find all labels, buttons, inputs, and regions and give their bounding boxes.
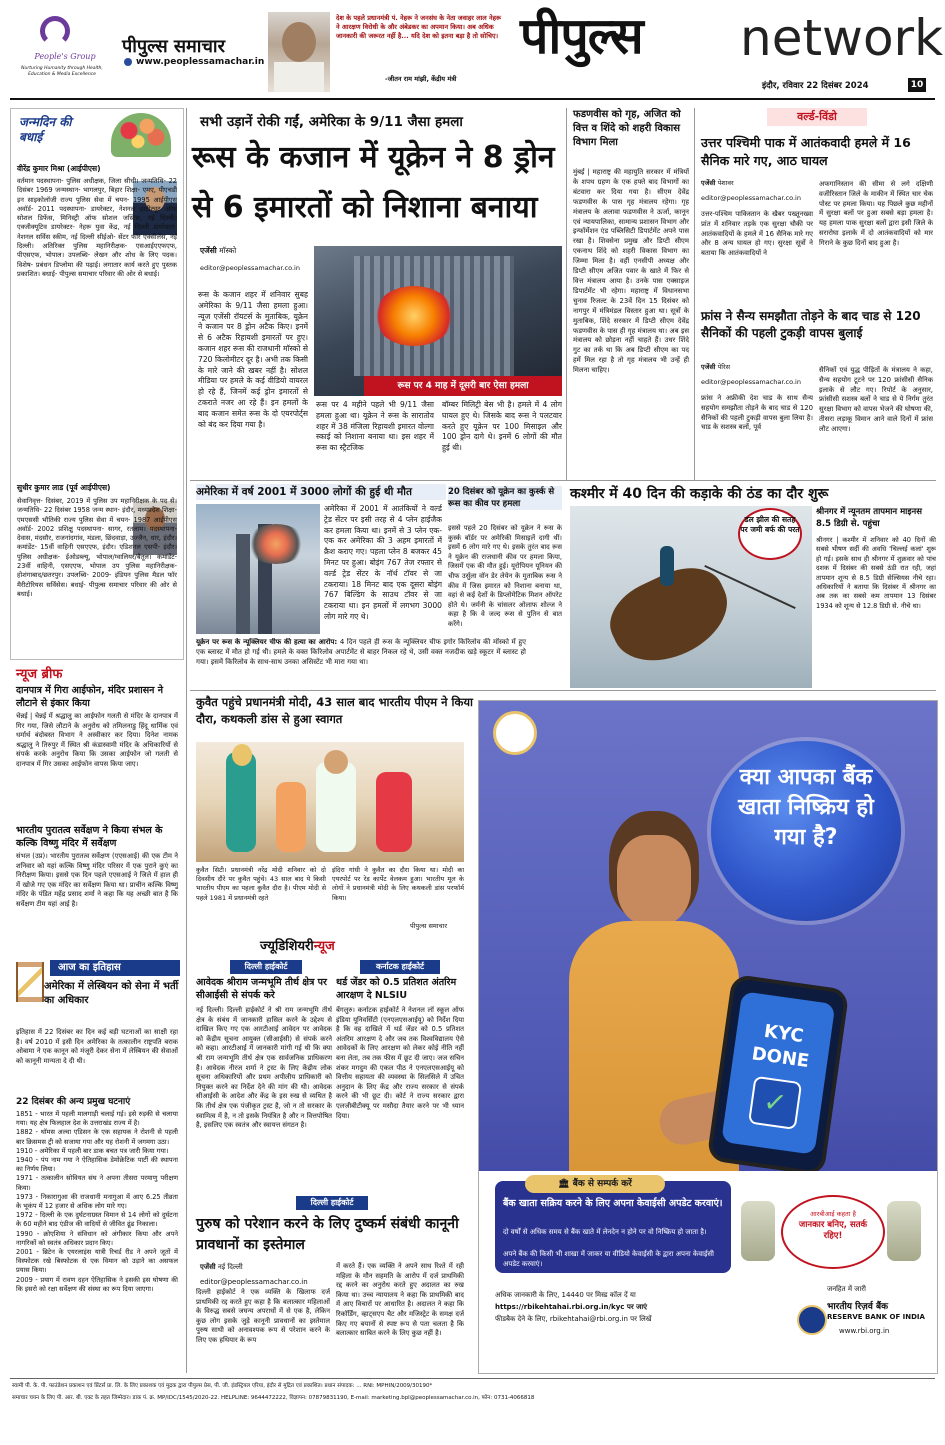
ad-phone xyxy=(706,974,849,1177)
masthead xyxy=(0,0,945,105)
fadnavis-text: मुंबई | महाराष्ट्र की महायुति सरकार में मंत्रियों के शपथ ग्रहण के एक हफ्ते बाद विभागों का बंटवारा कर दिया गया है। सीएम देवेंद्र फडणवीस के पास गृह मंत्रालय रहेगा। गृह मंत्रालय के अलावा फडणवीस ने ऊर्जा, कानून एवं न्यायपालिका, सामान्य प्रशासन विभाग और इन्फॉर्मेशन एंड पब्लिसिटी डिपार्टमेंट अपने पास रखा है। शिवसेना प्रमुख और डिप्टी सीएम एकनाथ शिंदे को शहरी विकास विभाग का जिम्मा मिला है। वहीं एनसीपी अध्यक्ष और डिप्टी सीएम अजित पवार के खाते में फिर से वित्त मंत्रालय आया है। उनके पास एक्साइज डिपार्टमेंट भी रहेगा। महाराष्ट्र में विधानसभा चुनाव रिजल्ट के 23वें दिन 15 दिसंबर को नागपुर में मंत्रिमंडल विस्तार हुआ था। सूत्रों के मुताबिक, शिंदे सरकार में डिप्टी सीएम देवेंद्र फडणवीस के पास ही गृह मंत्रालय था। अब इस मंत्रालय को छोड़ना नहीं चाहते हैं। उधर शिंदे गुट का तर्क था कि अब डिप्टी सीएम का पद हमें मिल रहा है तो गृह मंत्रालय भी उन्हें ही मिलना चाहिए। xyxy=(573,168,689,375)
event-item: 1972 - दिल्ली के एक दुर्घटनाग्रस्त विमान से 14 लोगों को दुर्घटना के 60 महीने बाद एंडीज की वादियों से जीवित ढूंढ निकाला। xyxy=(16,1211,178,1229)
fadnavis-story xyxy=(566,108,691,480)
page-number: 10 xyxy=(908,78,926,92)
events-list xyxy=(16,1110,178,1368)
brief1-title: दानपात्र में गिरा आईफोन, मंदिर प्रशासन ने लौटाने से इंकार किया xyxy=(16,685,163,709)
lead-kicker: सभी उड़ानें रोकी गईं, अमेरिका के 9/11 जैसा हमला xyxy=(200,114,463,130)
ad-bank-hindi: भारतीय रिज़र्व बैंक xyxy=(827,1302,889,1312)
kyc-label-1: KYC xyxy=(762,1020,805,1048)
rbi-logo xyxy=(797,1305,827,1335)
history-section xyxy=(10,958,182,1370)
story3-city: नई दिल्ली xyxy=(217,1263,243,1271)
modi-caption1: कुवैत सिटी। प्रधानमंत्री नरेंद्र मोदी शनिवार को दो दिवसीय दौरे पर कुवैत पहुंचे। 43 साल बाद ये किसी भारतीय पीएम का पहला कुवैत दौरा है। पीएम मोदी से पहले 1981 में प्रधानमंत्री रहते xyxy=(196,866,326,902)
event-item: 1973 - निकारागुआ की राजधानी मनागुआ में आए 6.25 तीव्रता के भूकंप में 12 हजार से अधिक लोग मारे गए। xyxy=(16,1192,178,1211)
nuclear-chief-title: यूक्रेन पर रूस के न्यूक्लियर चीफ की हत्या का आरोप: xyxy=(196,638,338,646)
foundation-tagline: Nurturing Humanity through Health, Education & Media Excellence xyxy=(21,66,103,77)
event-item: 1882 - थॉमस अल्वा एडिसन के एक सहायक ने रोशनी से पहली बार क्रिसमस ट्री को सजाया गया और यह रोशनी में जगमगा उठा। xyxy=(16,1128,178,1146)
person1-name: वीरेंद्र कुमार मिश्रा (आईपीएस) xyxy=(17,164,101,173)
france-email: editor@peoplessamachar.co.in xyxy=(701,377,801,386)
lead-col3: बॉम्बर मिलिट्री बेस भी है। हमले में 4 लोग घायल हुए थे। जिसके बाद रूस ने पलटवार करते हुए यूक्रेन पर 100 मिसाइल और 100 ड्रोन दागे थे। इनमें 6 लोगों की मौत हुई थी। xyxy=(442,400,562,453)
birthday-section xyxy=(10,108,184,660)
footer-line2: समाचार चयन के लिए पी. आर. बी. एक्ट के तहत जिम्मेदार। डाक पं. क्र. MP/IDC/1545/2020-22. HELPLINE: 9644472222, विज्ञापन: 07879831190, E-mail: marketing.bpl@peoplessamachar.co.in, फोन: 0731-4066818 xyxy=(12,1395,535,1401)
byline-agency: एजेंसी xyxy=(200,246,217,255)
kiev-text: इससे पहले 20 दिसंबर को यूक्रेन ने रूस के कुर्स्क बॉर्डर पर अमेरिकी मिसाइलें दागी थीं। इसमें 6 लोग मारे गए थे। इसके तुरंत बाद रूस ने यूक्रेन की राजधानी कीव पर हमला किया, जिसमें एक की मौत हुई। यूरोपियन यूनियन की चीफ उर्सुला वॉन डेर लेयेन के मुताबिक रूस ने कीव में जिस इमारत को निशाना बनाया था, वहां से कई देशों के डिप्लोमेटिक मिशन ऑपरेट होते थे। जर्मनी के चांसलर ओलाफ शोल्ज ने कहा है कि वे जल्द रूस से पुतिन से बात करेंगे। xyxy=(448,524,562,628)
masthead-rule xyxy=(10,98,935,100)
pak-byline xyxy=(701,178,813,203)
history-header: आज का इतिहास xyxy=(50,960,180,976)
nuclear-chief-text: 4 दिन पहले ही रूस के न्यूक्लियर चीफ इगोर किरिलोव की मॉस्को में हुए एक ब्लास्ट में मौत हो गई थी। हमले के वक्त किरिलोव अपार्टमेंट से बाहर निकल रहे थे, उसी वक्त नजदीक खड़े स्कूटर में ब्लास्ट हो गया। इसमें किरिलोव के साथ-साथ उनका असिस्टेंट भी मारा गया था। xyxy=(196,638,526,666)
pak-email: editor@peoplessamachar.co.in xyxy=(701,193,801,202)
fadnavis-headline: फडणवीस को गृह, अजित को वित्त व शिंदे को शहरी विकास विभाग मिला xyxy=(573,109,681,148)
birthday-header: जन्मदिन की बधाई xyxy=(19,115,72,144)
ad-bullet2: अपने बैंक की किसी भी शाखा में जाकर या वीडियो केवाईसी के द्वारा अपना केवाईसी अपडेट करवाएं। xyxy=(503,1250,714,1268)
world-window xyxy=(694,108,937,480)
judiciary-header xyxy=(260,936,420,954)
kiev-box xyxy=(446,484,564,640)
bank-icon: 🏛 xyxy=(558,1179,570,1189)
modi-caption2: इंदिरा गांधी ने कुवैत का दौरा किया था। मोदी का एयरपोर्ट पर रेड कार्पेट वेलकम हुआ। भारतीय मूल के लोगों ने प्रधानमंत्री मोदी के लिए कथकली डांस परफॉर्म किया। xyxy=(332,866,464,902)
france-headline: फ्रांस ने सैन्य समझौता तोड़ने के बाद चाड से 120 सैनिकों की पहली टुकड़ी वापस बुलाई xyxy=(701,309,921,340)
footer-rule xyxy=(10,1378,935,1379)
samachar-logo: पीपुल्स समाचार xyxy=(122,36,225,57)
ad-info-line2[interactable]: https://rbikehtahai.rbi.org.in/kyc पर जाएं xyxy=(495,1303,648,1311)
judiciary-prefix: ज्यूडिशियरी xyxy=(260,939,314,954)
event-item: 1971 - तत्कालीन सोवियत संघ ने अपना तीसरा परमाणु परीक्षण किया। xyxy=(16,1174,178,1192)
wtc-photo xyxy=(196,504,320,634)
foundation-name: People's Group xyxy=(34,52,96,61)
ad-contact-header xyxy=(525,1175,665,1193)
person1-details: वर्तमान पदस्थापना- पुलिस अधीक्षक, जिला सीधी। जन्मतिथि- 22 दिसंबर 1969 जन्मस्थान- भागलपुर, बिहार शिक्षा- एमए, पीएचडी इन साइकोलॉजी राज्य पुलिस सेवा में चयन- 1995 आईपीएस अवॉर्ड- 2011 पदस्थापना- डायरेक्टर, नेशनल इंस्टीट्यूट ऑफ सोशल डिफेंस, मिनिस्ट्री ऑफ सोशल जस्टिस, नई दिल्ली। एक्जीक्यूटिव डायरेक्टर- नेहरू युवा केंद्र, नई दिल्ली डायरेक्टर- नेशनल सर्विस स्कीम, नई दिल्ली सीईओ- सेंटर फॉर एक्सीलेंस, नई दिल्ली। अतिरिक्त पुलिस महानिरीक्षक- एसआईएएफएफ, पीएसएफ, भोपाल। उपलब्धि- लेखन और शोध के लिए पदक। विशेष- प्रबंधन डिप्लोमा की पढ़ाई। लगातार कार्य करते हुए पुस्तक प्रकाशित। बधाई- पीपुल्स समाचार परिवार की ओर से बधाई। xyxy=(17,177,177,278)
website-link[interactable]: www.peoplessamachar.in xyxy=(136,57,265,67)
ad-contact-label: बैंक से सम्पर्क करें xyxy=(572,1179,632,1189)
judiciary-suffix: न्यूज xyxy=(313,939,335,954)
quote-author: -जीतन राम मांझी, केंद्रीय मंत्री xyxy=(385,75,457,83)
event-item: 2009 - प्रयाग में रावण दहन ऐतिहासिक ने इसकी इस घोषणा की कि इसरो को रक्षा सर्वेक्षण की संस्था का रूप दिया जाएगा। xyxy=(16,1275,178,1293)
kashmir-photo xyxy=(570,506,812,688)
history-text: इतिहास में 22 दिसंबर का दिन कई बड़ी घटनाओं का साक्षी रहा है। वर्ष 2010 में इसी दिन अमेरिका के तत्कालीन राष्ट्रपति बराक ओबामा ने एक कानून को मंजूरी देकर सेना में लेस्बियन की सेवाओं को कानूनी मान्यता दे दी थी। xyxy=(16,1028,178,1065)
us2001-text: अमेरिका में 2001 में आतंकियों ने वर्ल्ड ट्रेड सेंटर पर इसी तरह से 4 प्लेन हाईजैक कर हमला किया था। इनमें से 3 प्लेन एक-एक कर अमेरिका की 3 अहम इमारतों में क्रैश कराए गए। पहला प्लेन 8 बजकर 45 मिनट पर हुआ। बोइंग 767 तेज रफ्तार से वर्ल्ड ट्रेड सेंटर के नॉर्थ टॉवर से जा टकराया। 18 मिनट बाद एक दूसरा बोइंग 767 बिल्डिंग के साउथ टॉवर से जा टकराया था। इन हमलों में लगभग 3000 लोग मारे गए थे। xyxy=(324,504,442,621)
france-text2: सैनिकों एवं युद्ध पीड़ितों के मंत्रालय ने कहा, सैन्य सहयोग टूटने पर 120 फ्रांसीसी सैनिक इलाके से लौट गए। रिपोर्ट के अनुसार, फ्रांसीसी सशस्त्र बलों ने चाड से ये निर्गम तुरंत सुरक्षा विभाग को वापस भेजने की घोषणा की, तीसरा लड़ाकू विमान आने वाले दिनों में फ्रांस लौट आएगा। xyxy=(819,366,933,433)
kashmir-side xyxy=(816,506,936,688)
event-item: 2001 - ब्रिटेन के एयरलाइंस यात्री रिचर्ड रीड ने अपने जूतों में विस्फोटक रखे बिस्फोटक से एक विमान को उड़ाने का असफल प्रयास किया। xyxy=(16,1248,178,1275)
modi-photo xyxy=(196,742,464,862)
ad-bank-url[interactable]: www.rbi.org.in xyxy=(839,1327,890,1335)
ad-phone-screen xyxy=(721,991,835,1155)
brief1-text: चेन्नई | चेन्नई में श्रद्धालु का आईफोन गलती से मंदिर के दानपात्र में गिर गया, जिसे लौटाने के अनुरोध को तमिलनाडु हिंदू धार्मिक एवं धर्मार्थ बंदोबस्त विभाग ने अस्वीकार कर दिया। दिनेश नामक श्रद्धालु ने तिरुपुर में स्थित श्री कंडास्वामी मंदिर के अधिकारियों से संपर्क करके अनुरोध किया कि उसका आईफोन जो गलती से दानपात्र में गिर उसका आईफोन वापस किया जाए। xyxy=(16,712,178,768)
judiciary-tag2: कर्नाटक हाईकोर्ट xyxy=(360,960,440,974)
byline-email: editor@peoplessamachar.co.in xyxy=(200,264,300,272)
kyc-check-icon: ✓ xyxy=(748,1076,802,1130)
ad-info-line1: अधिक जानकारी के लिए, 14440 पर मिस्ड कॉल दें या xyxy=(495,1291,636,1299)
story3-email: editor@peoplessamachar.co.in xyxy=(200,1277,308,1286)
news-brief-header: न्यूज ब्रीफ xyxy=(16,667,63,682)
ad-contact-panel xyxy=(495,1181,731,1273)
pak-city: पेशावर xyxy=(717,179,734,187)
history-title: अमेरिका में लेस्बियन को सेना में भर्ती का अधिकार xyxy=(44,981,179,1006)
events-header: 22 दिसंबर की अन्य प्रमुख घटनाएं xyxy=(16,1097,131,1107)
paper-title-english: network xyxy=(740,9,944,67)
france-text1: फ्रांस ने अफ्रीकी देश चाड के साथ सैन्य सहयोग समझौता तोड़ने के बाद चाड से 120 सैनिकों की पहली टुकड़ी वापस बुला लिया है। चाड के सशस्त्र बलों, पूर्व xyxy=(701,394,813,432)
ad-badge-top: आरबीआई कहता है xyxy=(810,1210,856,1218)
globe-icon xyxy=(124,58,132,66)
ad-badge xyxy=(781,1195,885,1269)
judiciary-story2-title: थर्ड जेंडर को 0.5 प्रतिशत अंतरिम आरक्षण दे NLSIU xyxy=(336,977,457,1001)
kashmir-headline: कश्मीर में 40 दिन की कड़ाके की ठंड का दौर शुरू xyxy=(570,486,829,502)
ad-issuer: जनहित में जारी xyxy=(827,1285,866,1293)
judiciary-story1-text: नई दिल्ली। दिल्ली हाईकोर्ट ने श्री राम जन्मभूमि तीर्थ क्षेत्र के संबंध में जानकारी हासिल करने के उद्देश्य से दाखिल किए गए एक आरटीआई आवेदन पर आवेदक को केंद्रीय सूचना आयुक्त (सीआईसी) से संपर्क करने को कहा। आरटीआई में जानकारी मांगी गई थी कि क्या श्री राम जन्मभूमि तीर्थ क्षेत्र एक सार्वजनिक प्राधिकरण है। आवेदक नीरज शर्मा ने ट्रस्ट के लिए केंद्रीय लोक सूचना अधिकारियों और प्रथम अपीलीय प्राधिकारी को नियुक्त करने का निर्देश देने की मांग की थी। आवेदक सीआईसी के आदेश और केंद्र के इस रुख से व्यथित है कि तीर्थ क्षेत्र एक पंजीकृत ट्रस्ट है, जो न तो सरकार के स्वामित्व में है, न तो इसके नियंत्रित है और न वित्तपोषित है, इसलिए एक स्वतंत्र और स्वायत्त संगठन है। xyxy=(196,1006,332,1130)
lead-headline-line2: से 6 इमारतों को निशाना बनाया xyxy=(192,190,538,225)
news-brief-section xyxy=(10,662,182,952)
mid-divider xyxy=(190,690,936,691)
kashmir-side-title: श्रीनगर में न्यूनतम तापमान माइनस 8.5 डिग्री से. पहुंचा xyxy=(816,507,923,529)
upper-divider xyxy=(190,480,936,481)
peoples-group-logo xyxy=(40,16,70,46)
kyc-label-2: DONE xyxy=(750,1043,811,1073)
judiciary-story3-title: पुरुष को परेशान करने के लिए दुष्कर्म संबंधी कानूनी प्रावधानों का इस्तेमाल xyxy=(196,1216,459,1253)
france-byline xyxy=(701,362,813,387)
footer-line1: स्वामी पी. के. पी. फाउंडेशन प्रकाशन एवं प्रिंटर्स प्रा. लि. के लिए प्रकाशक एवं मुद्रक द्वारा पीपुल्स प्रेस, पी. जी. इंडस्ट्रियल एरिया, इंदौर से मुद्रित एवं प्रकाशित। प्रधान संपादक: ... RNI: MPHIN/2009/30190* xyxy=(12,1383,433,1389)
rbi-ad xyxy=(478,700,938,1374)
brief2-title: भारतीय पुरातत्व सर्वेक्षण ने किया संभल के कल्कि विष्णु मंदिर में सर्वेक्षण xyxy=(16,825,163,849)
us2001-headline: अमेरिका में वर्ष 2001 में 3000 लोगों की हुई थी मौत xyxy=(196,484,446,500)
lead-col1: रूस के कजान शहर में शनिवार सुबह अमेरिका के 9/11 जैसा हमला हुआ। न्यूज एजेंसी रॉयटर्स के मुताबिक, यूक्रेन ने कजान पर 8 ड्रोन अटैक किए। इनमें से 6 अटैक रिहायशी इमारतों पर हुए। कजान शहर रूस की राजधानी मॉस्को से 720 किलोमीटर दूर है। अभी तक किसी के मारे जाने की खबर नहीं है। सोशल मीडिया पर हमले के कई वीडियो वायरल हो रहे हैं, जिनमें कई ड्रोन इमारतों से टकराते नजर आ रहे हैं। इन हमलों के बाद कजान समेत रूस के दो एयरपोर्ट्स को बंद कर दिया गया है। xyxy=(198,290,308,429)
event-item: 1990 - क्रोएशिया ने संविधान को अंगीकार किया और अपने नागरिकों को स्वतंत्र अधिकार प्रदान किए। xyxy=(16,1229,178,1247)
story3-col2: में करते हैं। एक व्यक्ति ने अपने साथ रिश्ते में रही महिला के मौन सहमति के आरोप में दर्ज प्राथमिकी रद्द करने का अनुरोध करते हुए अदालत का रुख किया था। उच्च न्यायालय ने कहा कि प्राथमिकी बाद में आए विचारों पर आधारित है। अदालत ने कहा कि रिकॉर्डिंग, व्हाट्सएप चैट और मजिस्ट्रेट के समक्ष दर्ज किए गए बयानों से स्पष्ट रूप से पता चलता है कि बलात्कार साबित करने के लिए कुछ नहीं है। xyxy=(336,1262,464,1338)
modi-credit: पीपुल्स समाचार xyxy=(410,922,447,930)
byline-city: मॉस्को xyxy=(219,246,237,255)
ad-info-line3[interactable]: फीडबैक देने के लिए, rbikehtahai@rbi.org.in पर लिखें xyxy=(495,1315,652,1323)
paper-title-hindi: पीपुल्स xyxy=(520,7,643,65)
ad-coin-right xyxy=(887,1201,921,1261)
dateline: इंदौर, रविवार 22 दिसंबर 2024 xyxy=(762,81,869,91)
lead-photo-caption: रूस पर 4 माह में दूसरी बार ऐसा हमला xyxy=(364,376,562,396)
lead-col2: रूस पर 4 महीने पहले भी 9/11 जैसा हमला हुआ था। यूक्रेन ने रूस के सारातोव शहर में 38 मंजिला रिहायशी इमारत वोल्गा स्काई को निशाना बनाया था। इस शहर में रूस का स्ट्रैटजिक xyxy=(316,400,434,453)
pak-headline: उत्तर पश्चिमी पाक में आतंकवादी हमले में 16 सैनिक मारे गए, आठ घायल xyxy=(701,135,911,168)
kashmir-side-text: श्रीनगर | कश्मीर में शनिवार को 40 दिनों की सबसे भीषण सर्दी की अवधि 'चिल्लई कलां' शुरू हो गई। इसके साथ ही श्रीनगर में शुक्रवार को पांच दशक में दिसंबर की सबसे ठंडी रात रही, जहां तापमान शून्य से 8.5 डिग्री सेल्सियस नीचे रहा। अधिकारियों ने बताया कि दिसंबर में श्रीनगर का अब तक का सबसे कम तापमान 13 दिसंबर 1934 को शून्य से 12.8 डिग्री से. नीचे था। xyxy=(816,536,936,610)
story3-agency: एजेंसी xyxy=(200,1263,216,1271)
pak-text1: उत्तर-पश्चिम पाकिस्तान के खैबर पख्तूनख्वा प्रांत में शनिवार तड़के एक सुरक्षा चौकी पर आतंकवादियों के हमले में 16 सैनिक मारे गए और 8 अन्य घायल हो गए। सुरक्षा सूत्रों ने बताया कि आतंकवादियों ने xyxy=(701,210,813,258)
ad-subhead: बैंक खाता सक्रिय करने के लिए अपना केवाईसी अपडेट करवाएं। xyxy=(503,1198,723,1209)
world-header: वर्ल्ड-विंडो xyxy=(767,108,867,126)
ad-bullet1: दो वर्षों से अधिक समय से बैंक खाते में लेनदेन न होने पर वो निष्क्रिय हो जाता है। xyxy=(503,1228,707,1236)
france-city: पेरिस xyxy=(717,363,731,371)
ad-bank-english: RESERVE BANK OF INDIA xyxy=(827,1313,925,1321)
judiciary-story2-text: बेंगलुरु। कर्नाटक हाईकोर्ट ने नेशनल लॉ स्कूल ऑफ इंडिया यूनिवर्सिटी (एनएलएसआईयू) को निर्देश दिया है कि वह दाखिले में थर्ड जेंडर को 0.5 प्रतिशत अंतरिम आरक्षण दे और जब तक विश्वविद्यालय ऐसे आवेदकों के लिए आरक्षण को लेकर कोई नीति नहीं बना लेता, तब तक फीस में छूट दी जाए। जज सचिन शंकर मगदुम की एकल पीठ ने एनएलएसआईयू को वित्तीय सहायता की व्यवस्था के सिलसिले में उचित अनुदान के लिए केंद्र और राज्य सरकार से संपर्क करने की भी छूट दी। कोर्ट ने राज्य सरकार द्वारा एलजीबीटीक्यू पर मसौदा तैयार करने पर भी ध्यान दिया। xyxy=(336,1006,464,1120)
quote-portrait xyxy=(268,12,330,92)
event-item: 1910 - अमेरिका में पहली बार डाक बचत पत्र जारी किया गया। xyxy=(16,1146,169,1155)
story3-col1: दिल्ली हाईकोर्ट ने एक व्यक्ति के खिलाफ दर्ज प्राथमिकी रद्द करते हुए कहा है कि बलात्कार महिलाओं के विरुद्ध सबसे जघन्य अपराधों में से एक है, लेकिन कुछ लोग इसके जुड़े कानूनी प्रावधानों का इस्तेमाल पुरुष साथी को अनावश्यक रूप से परेशान करने के लिए एक हथियार के रूप xyxy=(196,1288,330,1344)
flowers-icon xyxy=(111,113,171,157)
france-agency: एजेंसी xyxy=(701,363,716,371)
left-col-divider xyxy=(186,108,187,1373)
judiciary-tag3: दिल्ली हाईकोर्ट xyxy=(296,1196,368,1210)
event-item: 1851 - भारत में पहली मालगाड़ी चलाई गई। इसे रुड़की से चलाया गया। यह क्षेत्र फिलहाल देश के उत्तराखंड राज्य में है। xyxy=(16,1110,178,1128)
ad-info-box xyxy=(495,1289,785,1361)
hourglass-icon xyxy=(16,962,44,1002)
kashmir-bubble: डल झील की सतह पर जमी बर्फ की परत xyxy=(738,508,802,560)
pak-text2: अफगानिस्तान की सीमा से लगे दक्षिणी वजीरिस्तान जिले के माकीन में स्थित चार चेक पोस्ट पर हमला किया। यह पिछले कुछ महीनों में सुरक्षा बलों पर हुआ सबसे बड़ा हमला है। यह हमला पाक सुरक्षा बलों द्वारा इसी जिले के सरारोघा इलाके में दो आतंकवादियों को मार गिराने के कुछ दिनों बाद हुआ है। xyxy=(819,180,933,247)
kiev-title: 20 दिसंबर को यूक्रेन का कुर्स्क से रूस का कीव पर हमला xyxy=(448,486,562,510)
kiev-text-extra xyxy=(446,640,564,688)
quote-text: देश के पहले प्रधानमंत्री पं. नेहरू ने जनसंघ के नेता जवाहर लाल नेहरू ने आरक्षण विरोधी के और अंबेडकर का अपमान किया। अब अधिक जानकारी की जरूरत नहीं है... यदि देश को इतना बड़ा है तो सोचिए। xyxy=(336,14,502,41)
person2-name: सुधीर कुमार लाड (पूर्व आईपीएस) xyxy=(17,483,111,492)
lead-headline-line1: रूस के कजान में यूक्रेन ने 8 ड्रोन xyxy=(192,140,555,175)
lead-byline xyxy=(200,246,310,272)
judiciary-tag1: दिल्ली हाईकोर्ट xyxy=(230,960,302,974)
brief2-text: संभल (उप्र)। भारतीय पुरातत्व सर्वेक्षण (एएसआई) की एक टीम ने शनिवार को यहां कल्कि विष्णु मंदिर परिसर में एक पुराने कुएं का निरीक्षण किया। इससे एक दिन पहले एएसआई ने जिले में हाल ही में खोजे गए एक मंदिर का सर्वेक्षण किया था। प्राचीन कल्कि विष्णु मंदिर के पंडित महेंद्र प्रसाद शर्मा ने कहा कि यह अच्छी बात है कि सर्वेक्षण टीम यहां आई है। xyxy=(16,852,178,908)
ad-coin-left xyxy=(741,1201,775,1261)
ad-question-text: क्या आपका बैंक खाता निष्क्रिय हो गया है? xyxy=(738,765,874,850)
person2-details: सेवानिवृत्त- दिसंबर, 2019 में पुलिस उप महानिरीक्षक के पद से। जन्मतिथि- 22 दिसंबर 1958 जन्म स्थान- इंदौर, मध्यप्रदेश शिक्षा- एमएससी भौतिकी राज्य पुलिस सेवा में चयन- 1987 आईपीएस अवॉर्ड- 2002 प्रशिक्षु पदस्थापना- सागर, रतलाम। पदस्थापना- देवास, मंदसौर, राजनांदगांव, मंडला, छिंदवाड़ा, उज्जैन, धार, इंदौर। कमांडेंट- 15वीं वाहिनी एसएएफ, इंदौर। एडिशनल एसपी- इंदौर। पुलिस अधीक्षक- ईओडब्ल्यू, भोपाल/ग्वालियर/बैतूल। कमांडेंट- 23वीं वाहिनी, एसएएफ, भोपाल उप पुलिस महानिरीक्षक- होशंगाबाद/छतरपुर। उपलब्धि- 2009- इंडियन पुलिस मैडल फॉर मैरीटोरियस सर्विसेस। बधाई- पीपुल्स समाचार परिवार की ओर से बधाई। xyxy=(17,497,177,598)
ad-emblem-icon xyxy=(493,711,537,755)
pak-agency: एजेंसी xyxy=(701,179,716,187)
modi-headline: कुवैत पहुंचे प्रधानमंत्री मोदी, 43 साल बाद भारतीय पीएम ने किया दौरा, कथकली डांस से हुआ स्वागत xyxy=(196,695,474,726)
ad-badge-text: जानकार बनिए, सतर्क रहिए! xyxy=(798,1220,868,1241)
event-item: 1940 - पंप नाम गया ने ऐतिहासिक डेमोक्रेटिक पार्टी की स्थापना का निर्णय लिया। xyxy=(16,1156,178,1174)
lead-photo xyxy=(314,246,562,396)
judiciary-story1-title: आवेदक श्रीराम जन्मभूमि तीर्थ क्षेत्र पर सीआईसी से संपर्क करे xyxy=(196,977,327,1001)
